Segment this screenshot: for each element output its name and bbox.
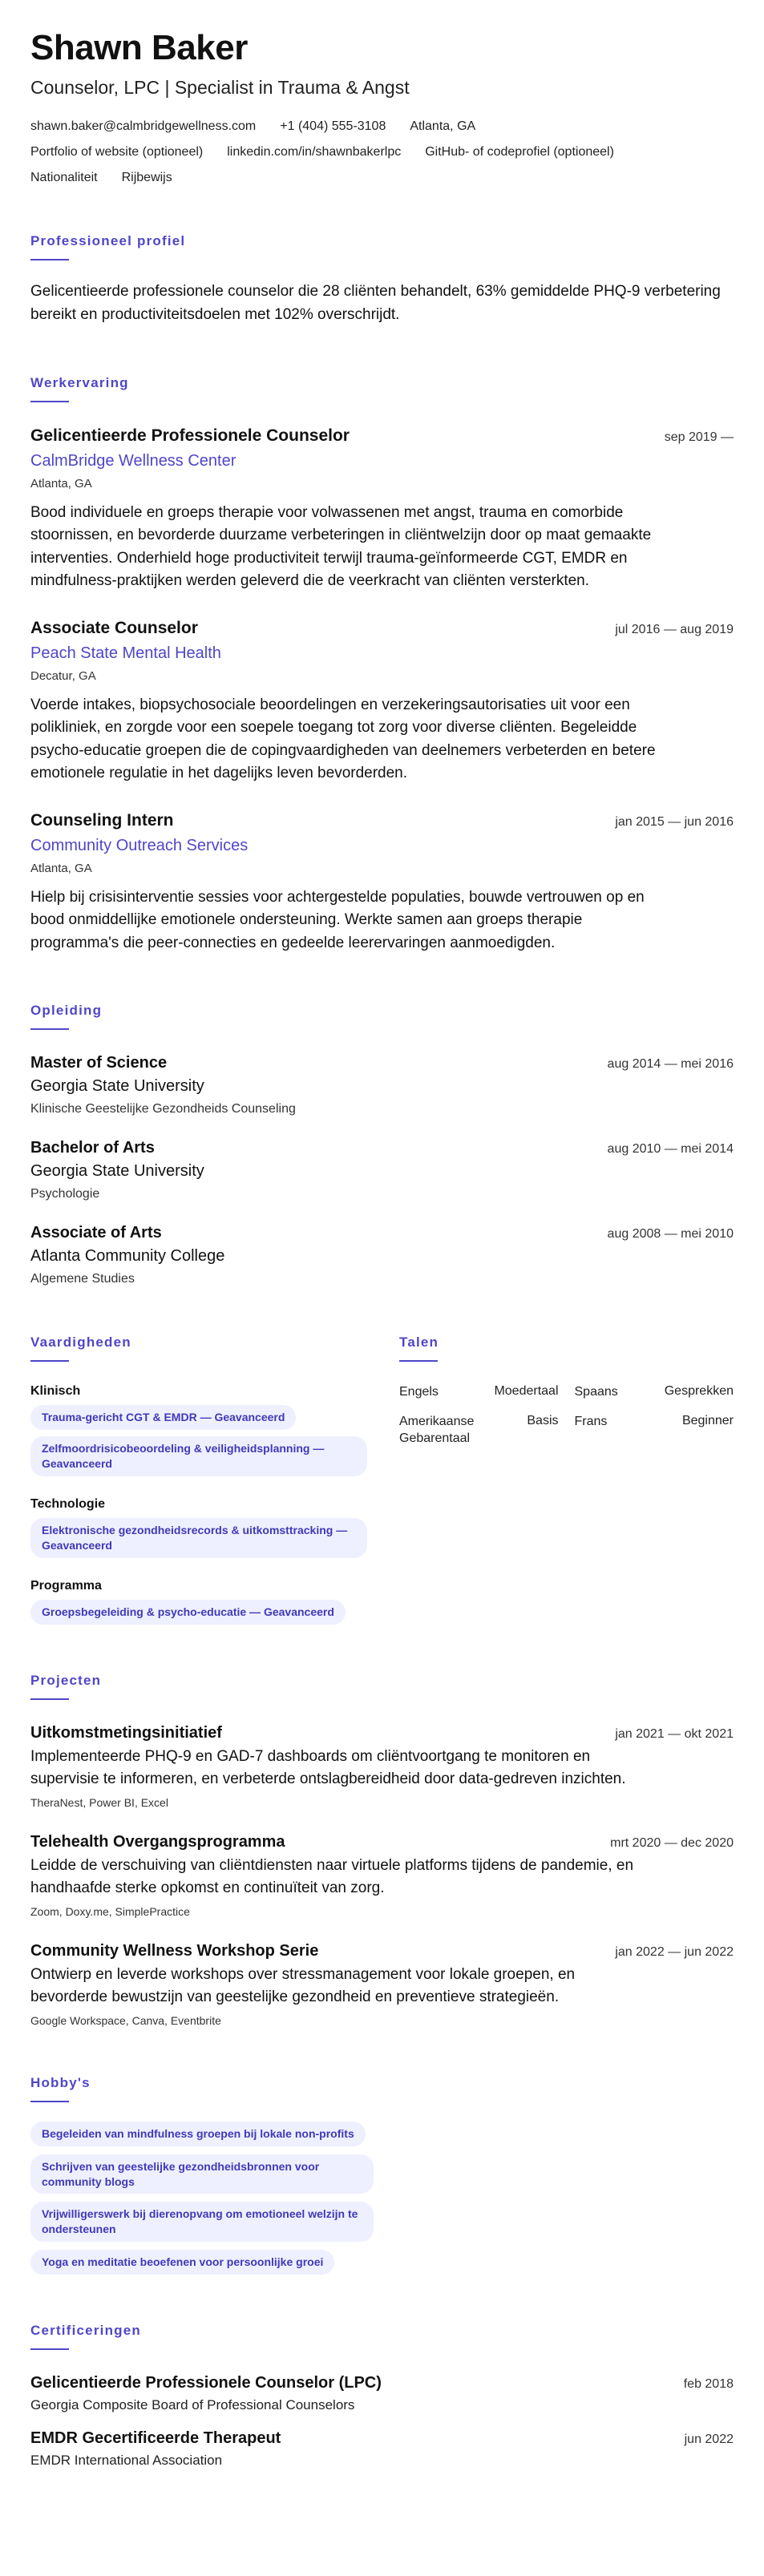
certification-date: jun 2022 (684, 2433, 734, 2447)
certification-issuer: Georgia Composite Board of Professional Counselors (30, 2397, 355, 2413)
study-field: Psychologie (30, 1187, 100, 1201)
project-entry (30, 1833, 734, 1918)
degree-date: aug 2010 — mei 2014 (607, 1142, 734, 1157)
contact-phone[interactable]: +1 (404) 555-3108 (280, 119, 386, 133)
education-entry (30, 1139, 734, 1201)
degree-date: aug 2014 — mei 2016 (607, 1057, 734, 1072)
certifications-section (30, 2323, 734, 2469)
school-name: Atlanta Community College (30, 1247, 225, 1266)
project-description: Implementeerde PHQ-9 en GAD-7 dashboards om cliëntvoortgang te monitoren en supervisie te informeren, en verbeterde ontslagbereidheid door data-gedreven inzichten. (30, 1747, 626, 1788)
language-name: Engels (399, 1385, 439, 1399)
job-title: Counseling Intern (30, 810, 174, 830)
job-description: Bood individuele en groeps therapie voor volwassenen met angst, trauma en comorbide stoornissen, en bevorderde duurzame verbeteringen in cliëntwelzijn door op maat gemaakte interventies. Onderhield hoge productiviteit terwijl trauma-geïnformeerde CGT, EMDR en mindfulness-praktijken werden geleverd die de veerkracht van cliënten versterkten. (30, 503, 652, 590)
education-title: Opleiding (30, 1003, 103, 1019)
job-organization: Peach State Mental Health (30, 644, 221, 662)
certification-name: EMDR Gecertificeerde Therapeut (30, 2429, 281, 2448)
skills-languages-row (30, 1334, 734, 1624)
languages-section (399, 1334, 734, 1624)
section-divider (30, 401, 69, 402)
languages-title: Talen (399, 1334, 439, 1351)
section-divider (399, 1360, 438, 1362)
certification-date: feb 2018 (683, 2377, 734, 2392)
skill-group (30, 1384, 367, 1476)
experience-entry (30, 619, 734, 785)
job-organization: CalmBridge Wellness Center (30, 451, 236, 470)
language-name: Frans (574, 1415, 608, 1429)
project-tools: Zoom, Doxy.me, SimplePractice (30, 1904, 190, 1918)
contact-location: Atlanta, GA (410, 119, 476, 133)
experience-entry (30, 426, 734, 593)
hobby-pill: Schrijven van geestelijke gezondheidsbronnen voor community blogs (30, 2154, 374, 2194)
hobbies-title: Hobby's (30, 2074, 91, 2090)
certification-issuer: EMDR International Association (30, 2453, 223, 2469)
certification-name: Gelicentieerde Professionele Counselor (LPC) (30, 2374, 382, 2392)
hobby-pill: Begeleiden van mindfulness groepen bij lokale non-profits (30, 2122, 366, 2146)
skills-section (30, 1334, 367, 1624)
study-field: Klinische Geestelijke Gezondheids Counseling (30, 1102, 296, 1116)
language-item (399, 1414, 559, 1447)
job-title: Gelicentieerde Professionele Counselor (30, 426, 350, 445)
candidate-name: Shawn Baker (30, 28, 248, 67)
skill-pill: Trauma-gericht CGT & EMDR — Geavanceerd (30, 1405, 296, 1430)
hobby-pill: Yoga en meditatie beoefenen voor persoonlijke groei (30, 2250, 334, 2275)
job-organization: Community Outreach Services (30, 836, 249, 854)
job-location: Atlanta, GA (30, 476, 92, 491)
profile-title: Professioneel profiel (30, 233, 186, 248)
degree-title: Bachelor of Arts (30, 1139, 155, 1157)
section-divider (30, 1360, 69, 1362)
profile-section (30, 233, 734, 327)
contact-row-links (30, 145, 734, 159)
section-divider (30, 1028, 69, 1030)
degree-title: Master of Science (30, 1054, 168, 1072)
skill-group (30, 1579, 367, 1625)
job-location: Decatur, GA (30, 668, 96, 683)
school-name: Georgia State University (30, 1077, 204, 1096)
project-date: jan 2022 — jun 2022 (615, 1944, 734, 1959)
project-date: mrt 2020 — dec 2020 (610, 1835, 734, 1850)
profile-text: Gelicentieerde professionele counselor die 28 cliënten behandelt, 63% gemiddelde PHQ-9 verbetering bereikt en productiviteitsdoelen met 102% overschrijdt. (30, 283, 721, 324)
language-item (399, 1384, 559, 1401)
section-divider (30, 2348, 69, 2350)
experience-title: Werkervaring (30, 374, 129, 390)
education-entry (30, 1054, 734, 1116)
language-level: Gesprekken (664, 1384, 734, 1399)
job-location: Atlanta, GA (30, 861, 92, 875)
project-description: Leidde de verschuiving van cliëntdiensten naar virtuele platforms tijdens de pandemie, en handhaafde sterke opkomst en continuïteit van zorg. (30, 1856, 634, 1897)
certifications-title: Certificeringen (30, 2323, 141, 2339)
skills-title: Vaardigheden (30, 1334, 131, 1351)
contact-row-extra (30, 171, 734, 185)
contact-github[interactable]: GitHub- of codeprofiel (optioneel) (425, 145, 614, 159)
project-name: Community Wellness Workshop Serie (30, 1941, 319, 1960)
project-entry (30, 1724, 734, 1809)
project-date: jan 2021 — okt 2021 (615, 1726, 734, 1741)
project-entry (30, 1942, 734, 2027)
job-date: jul 2016 — aug 2019 (615, 622, 734, 636)
skill-category: Technologie (30, 1497, 106, 1512)
language-name: Spaans (574, 1385, 618, 1399)
language-level: Moedertaal (494, 1384, 559, 1399)
contact-nationality: Nationaliteit (30, 171, 98, 184)
project-description: Ontwierp en leverde workshops over stressmanagement voor lokale groepen, en bevorderde bewustzijn van geestelijke gezondheid en preventieve strategieën. (30, 1965, 576, 2006)
contact-linkedin[interactable]: linkedin.com/in/shawnbakerlpc (227, 145, 402, 159)
certification-entry (30, 2429, 734, 2469)
education-section (30, 1003, 734, 1286)
project-tools: Google Workspace, Canva, Eventbrite (30, 2013, 221, 2027)
contact-row-primary (30, 119, 734, 134)
skill-category: Programma (30, 1578, 102, 1593)
skill-pill: Zelfmoordrisicobeoordeling & veiligheidsplanning — Geavanceerd (30, 1436, 367, 1476)
skill-pill: Elektronische gezondheidsrecords & uitkomsttracking — Geavanceerd (30, 1518, 367, 1558)
candidate-headline: Counselor, LPC | Specialist in Trauma & Angst (30, 77, 410, 98)
section-divider (30, 259, 69, 260)
job-date: sep 2019 — (664, 430, 734, 444)
projects-section (30, 1673, 734, 2027)
certification-entry (30, 2374, 734, 2413)
section-divider (30, 2101, 69, 2102)
degree-title: Associate of Arts (30, 1224, 162, 1242)
hobby-pill: Vrijwilligerswerk bij dierenopvang om emotioneel welzijn te ondersteunen (30, 2202, 374, 2242)
contact-email[interactable]: shawn.baker@calmbridgewellness.com (30, 119, 257, 133)
language-level: Basis (527, 1414, 559, 1428)
languages-list (399, 1384, 734, 1447)
study-field: Algemene Studies (30, 1272, 135, 1286)
job-date: jan 2015 — jun 2016 (615, 814, 734, 829)
job-title: Associate Counselor (30, 618, 198, 637)
contact-portfolio[interactable]: Portfolio of website (optioneel) (30, 145, 204, 159)
degree-date: aug 2008 — mei 2010 (607, 1227, 734, 1242)
job-description: Voerde intakes, biopsychosociale beoordelingen en verzekeringsautorisaties uit voor een polikliniek, en zorgde voor een soepele toegang tot zorg voor diverse cliënten. Begeleidde psycho-educatie groepen die de copingvaardigheden van deelnemers verbeterden en betere emotionele regulatie in het dagelijks leven bevorderden. (30, 696, 656, 782)
education-entry (30, 1224, 734, 1286)
section-divider (30, 1698, 69, 1700)
project-name: Uitkomstmetingsinitiatief (30, 1723, 222, 1742)
experience-entry (30, 811, 734, 955)
language-item (575, 1384, 734, 1401)
skill-group (30, 1497, 367, 1558)
hobbies-section (30, 2075, 734, 2275)
contact-license: Rijbewijs (121, 171, 172, 184)
language-level: Beginner (681, 1414, 734, 1428)
experience-section (30, 375, 734, 955)
skill-pill: Groepsbegeleiding & psycho-educatie — Geavanceerd (30, 1600, 346, 1625)
language-name: Amerikaanse Gebarentaal (399, 1415, 475, 1445)
school-name: Georgia State University (30, 1162, 204, 1181)
language-item (575, 1414, 734, 1447)
job-description: Hielp bij crisisinterventie sessies voor achtergestelde populaties, bouwde vertrouwen op en bood onmiddellijke emotionele ondersteuning. Werkte samen aan groeps therapie programma's die peer-connecties en gedeelde leerervaringen aanmoedigden. (30, 888, 645, 951)
project-name: Telehealth Overgangsprogramma (30, 1832, 285, 1851)
skill-category: Klinisch (30, 1384, 81, 1399)
hobby-list (30, 2122, 734, 2275)
projects-title: Projecten (30, 1672, 102, 1688)
project-tools: TheraNest, Power BI, Excel (30, 1795, 168, 1809)
